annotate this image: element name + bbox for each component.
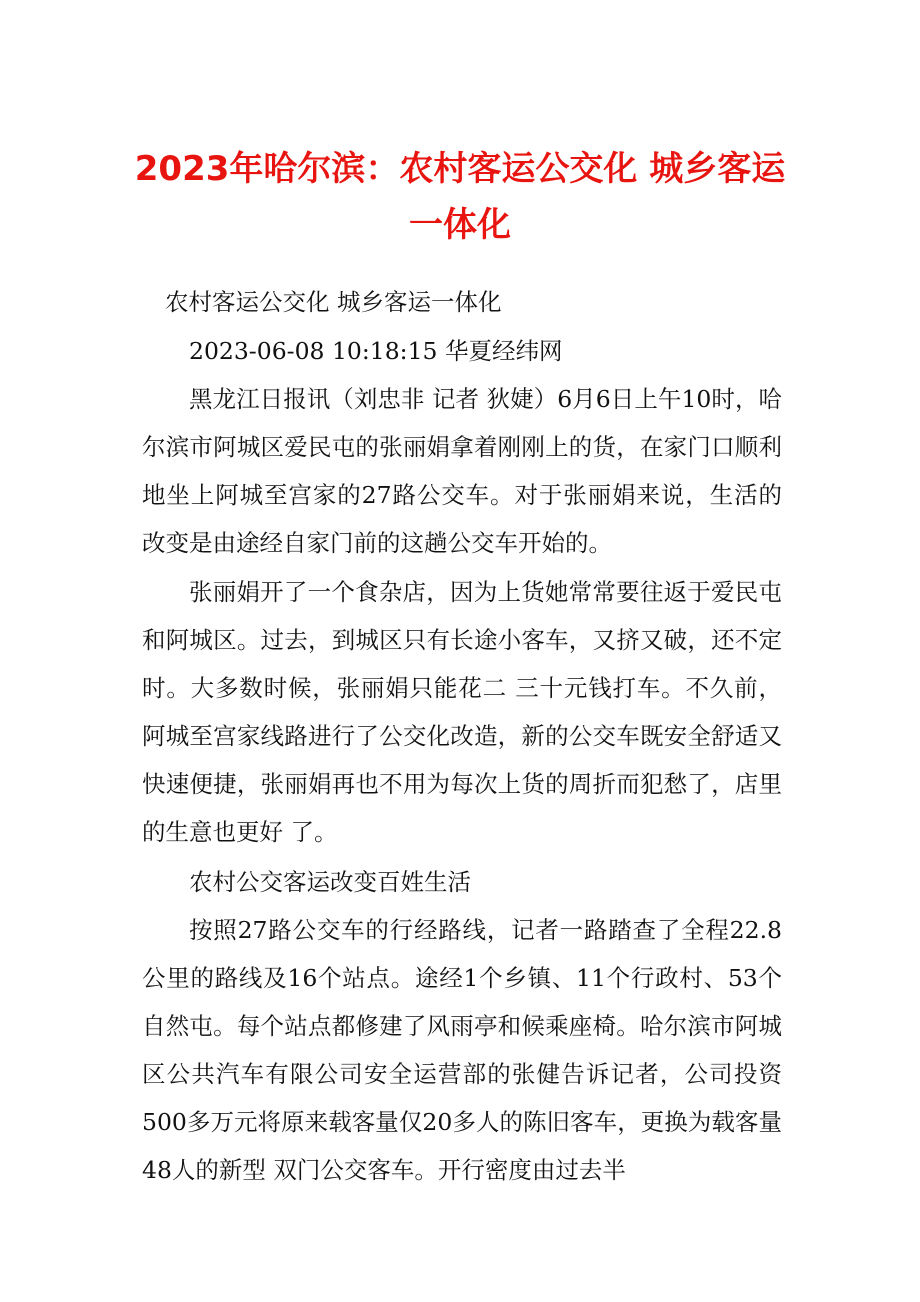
paragraph-1: 黑龙江日报讯（刘忠非 记者 狄婕）6月6日上午10时，哈尔滨市阿城区爱民屯的张丽娟拿着刚刚上的货，在家门口顺利地坐上阿城至宫家的27路公交车。对于张丽娟来说，生活的改变是由途经自家门前的这趟公交车开始的。 [142,385,782,557]
section-heading: 农村公交客运改变百姓生活 [189,868,471,896]
document-title-line2: 一体化 [409,205,511,245]
paragraph-2: 张丽娟开了一个食杂店，因为上货她常常要往返于爱民屯和阿城区。过去，到城区只有长途小客车，又挤又破，还不定时。大多数时候，张丽娟只能花二 三十元钱打车。不久前，阿城至宫家线路进行了公交化改造，新的公交车既安全舒适又快速便捷，张丽娟再也不用为每次上货的周折而犯愁了，店里的生意也更好 了。 [142,578,782,846]
article-subtitle: 农村客运公交化 城乡客运一体化 [165,288,502,316]
document-title-line1: 2023年哈尔滨：农村客运公交化 城乡客运 [134,149,786,189]
article-dateline: 2023-06-08 10:18:15 华夏经纬网 [189,337,563,365]
paragraph-3: 按照27路公交车的行经路线，记者一路踏查了全程22.8公里的路线及16个站点。途经1个乡镇、11个行政村、53个自然屯。每个站点都修建了风雨亭和候乘座椅。哈尔滨市阿城区公共汽车有限公司安全运营部的张健告诉记者，公司投资500多万元将原来载客量仅20多人的陈旧客车，更换为载客量48人的新型 双门公交客车。开行密度由过去半 [142,916,782,1184]
